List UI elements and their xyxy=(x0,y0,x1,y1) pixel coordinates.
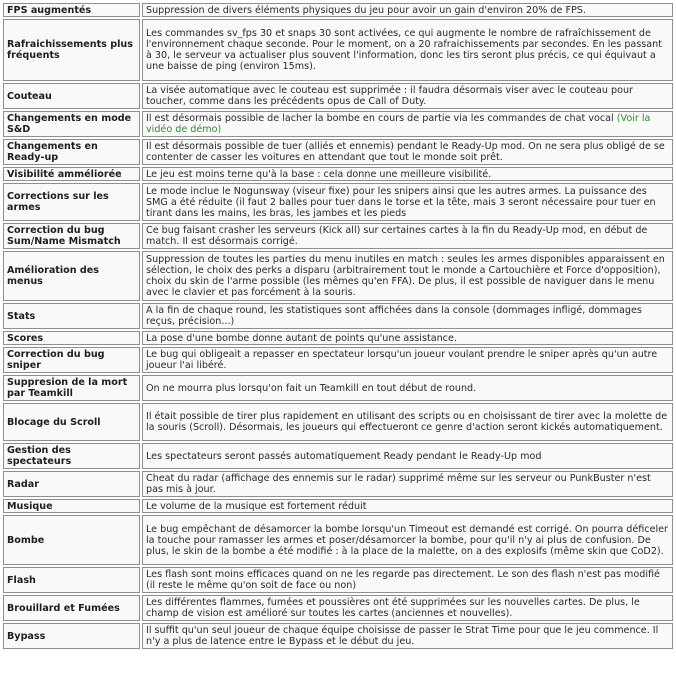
table-row xyxy=(3,3,673,17)
features-table xyxy=(1,1,675,651)
feature-name: Flash xyxy=(3,567,140,593)
feature-name: Visibilité amméliorée xyxy=(3,167,140,181)
description-text: Il est désormais possible de tuer (alliés et ennemis) pendant le Ready-Up mod. On ne sera plus obligé de se contenter de casser les voitures en attendant que tout le monde soit prêt. xyxy=(146,141,665,163)
feature-description xyxy=(142,623,673,649)
feature-description xyxy=(142,403,673,441)
description-text: Il suffit qu'un seul joueur de chaque équipe choisisse de passer le Strat Time pour que le jeu commence. Il n'y a plus de latence entre le Bypass et le début du jeu. xyxy=(146,625,659,647)
feature-name: Amélioration des menus xyxy=(3,251,140,301)
table-row xyxy=(3,443,673,469)
feature-description xyxy=(142,83,673,109)
table-row xyxy=(3,595,673,621)
feature-description xyxy=(142,347,673,373)
table-row xyxy=(3,347,673,373)
table-row xyxy=(3,111,673,137)
description-text: Le bug empêchant de désamorcer la bombe lorsqu'un Timeout est demandé est corrigé. On pourra déficeler la touche pour ramasser les armes et poser/désamorcer la bombe, pour qu'il n'y ai plus de confusion. De plus, le skin de la bombe a été modifié : à la place de la malette, on a des explosifs (même skin que CoD2). xyxy=(146,523,668,557)
feature-description xyxy=(142,223,673,249)
feature-description xyxy=(142,567,673,593)
description-text: Suppression de divers éléments physiques du jeu pour avoir un gain d'environ 20% de FPS. xyxy=(146,4,586,16)
feature-name: Changements en mode S&D xyxy=(3,111,140,137)
feature-name: Corrections sur les armes xyxy=(3,183,140,221)
description-text: Le mode inclue le Nogunsway (viseur fixe) pour les snipers ainsi que les autres armes. La puissance des SMG a été réduite (il faut 2 balles pour tuer dans le torse et la tête, mais 3 seront nécessaire pour tuer en tirant dans les mains, les bras, les jambes et les pieds xyxy=(146,185,656,219)
feature-description xyxy=(142,139,673,165)
feature-description xyxy=(142,3,673,17)
feature-description xyxy=(142,183,673,221)
feature-description xyxy=(142,375,673,401)
feature-name: Brouillard et Fumées xyxy=(3,595,140,621)
feature-name: Couteau xyxy=(3,83,140,109)
description-text: Les spectateurs seront passés automatiquement Ready pendant le Ready-Up mod xyxy=(146,450,542,462)
description-text: Cheat du radar (affichage des ennemis sur le radar) supprimé même sur les serveur ou PunkBuster n'est pas mis à jour. xyxy=(146,473,651,495)
table-row xyxy=(3,83,673,109)
table-row xyxy=(3,471,673,497)
feature-description xyxy=(142,499,673,513)
feature-description xyxy=(142,167,673,181)
feature-name: Correction du bug sniper xyxy=(3,347,140,373)
table-row xyxy=(3,499,673,513)
description-text: Les flash sont moins efficaces quand on ne les regarde pas directement. Le son des flash n'est pas modifié (il reste le même qu'on soit de face ou non) xyxy=(146,569,660,591)
table-row xyxy=(3,623,673,649)
feature-description xyxy=(142,595,673,621)
feature-description xyxy=(142,515,673,565)
feature-name: Blocage du Scroll xyxy=(3,403,140,441)
description-text: On ne mourra plus lorsqu'on fait un Teamkill en tout début de round. xyxy=(146,382,477,394)
feature-name: Bypass xyxy=(3,623,140,649)
feature-name: Scores xyxy=(3,331,140,345)
table-row xyxy=(3,19,673,81)
description-text: A la fin de chaque round, les statistiques sont affichées dans la console (dommages infligé, dommages reçus, précision...) xyxy=(146,305,642,327)
description-text: Le bug qui obligeait a repasser en spectateur lorsqu'un joueur voulant prendre le sniper après qu'un autre joueur l'ai libéré. xyxy=(146,349,658,371)
feature-name: Radar xyxy=(3,471,140,497)
table-row xyxy=(3,567,673,593)
feature-description xyxy=(142,443,673,469)
feature-name: Musique xyxy=(3,499,140,513)
description-text: Le jeu est moins terne qu'à la base : cela donne une meilleure visibilité. xyxy=(146,168,492,180)
feature-name: Bombe xyxy=(3,515,140,565)
description-text: La visée automatique avec le couteau est supprimée : il faudra désormais viser avec le couteau pour toucher, comme dans les précédents opus de Call of Duty. xyxy=(146,85,633,107)
table-row xyxy=(3,375,673,401)
description-text: Ce bug faisant crasher les serveurs (Kick all) sur certaines cartes à la fin du Ready-Up mod, en début de match. Il est désormais corrigé. xyxy=(146,225,648,247)
feature-description xyxy=(142,303,673,329)
description-text: Les commandes sv_fps 30 et snaps 30 sont activées, ce qui augmente le nombre de rafraîchissement de l'environnement chaque seconde. Pour le moment, on a 20 rafraichissements par secondes. En les passant à 30, le serveur va actualiser plus souvent l'information, donc les tirs seront plus précis, ce qui équivaut a une baisse de ping (environ 15ms). xyxy=(146,28,663,72)
feature-description xyxy=(142,471,673,497)
feature-description xyxy=(142,251,673,301)
table-row xyxy=(3,303,673,329)
table-row xyxy=(3,183,673,221)
table-row xyxy=(3,251,673,301)
description-text: Suppression de toutes les parties du menu inutiles en match : seules les armes disponibles apparaissent en sélection, le choix des perks a disparu (arbitrairement tout le monde a Cartouchière et Force d'opposition), choix du skin de l'arme possible (les mêmes qu'en FFA). De plus, il est possible de naviguer dans le menu avec le clavier et pas forcément à la souris. xyxy=(146,254,665,298)
demo-video-link[interactable]: (Voir la vidéo de démo) xyxy=(146,113,651,135)
description-text: Il est désormais possible de lacher la bombe en cours de partie via les commandes de chat vocal xyxy=(146,113,614,124)
description-text: La pose d'une bombe donne autant de points qu'une assistance. xyxy=(146,332,457,344)
table-row xyxy=(3,139,673,165)
description-text: Les différentes flammes, fumées et poussières ont été supprimées sur les nouvelles cartes. De plus, le champ de vision est amélioré sur toutes les cartes (anciennes et nouvelles). xyxy=(146,597,640,619)
feature-description xyxy=(142,19,673,81)
description-text: Il était possible de tirer plus rapidement en utilisant des scripts ou en choisissant de tirer avec la molette de la souris (Scroll). Désormais, les joueurs qui effectueront ce genre d'action seront kickés automatiquement. xyxy=(146,411,668,433)
feature-name: Rafraichissements plus fréquents xyxy=(3,19,140,81)
feature-name: Correction du bug Sum/Name Mismatch xyxy=(3,223,140,249)
table-row xyxy=(3,515,673,565)
description-text: Le volume de la musique est fortement réduit xyxy=(146,500,367,512)
table-row xyxy=(3,403,673,441)
table-row xyxy=(3,223,673,249)
feature-name: Suppresion de la mort par Teamkill xyxy=(3,375,140,401)
table-row xyxy=(3,167,673,181)
feature-name: Gestion des spectateurs xyxy=(3,443,140,469)
feature-description xyxy=(142,111,673,137)
feature-name: FPS augmentés xyxy=(3,3,140,17)
feature-description xyxy=(142,331,673,345)
table-row xyxy=(3,331,673,345)
feature-name: Changements en Ready-up xyxy=(3,139,140,165)
feature-name: Stats xyxy=(3,303,140,329)
features-table-body xyxy=(3,3,673,649)
